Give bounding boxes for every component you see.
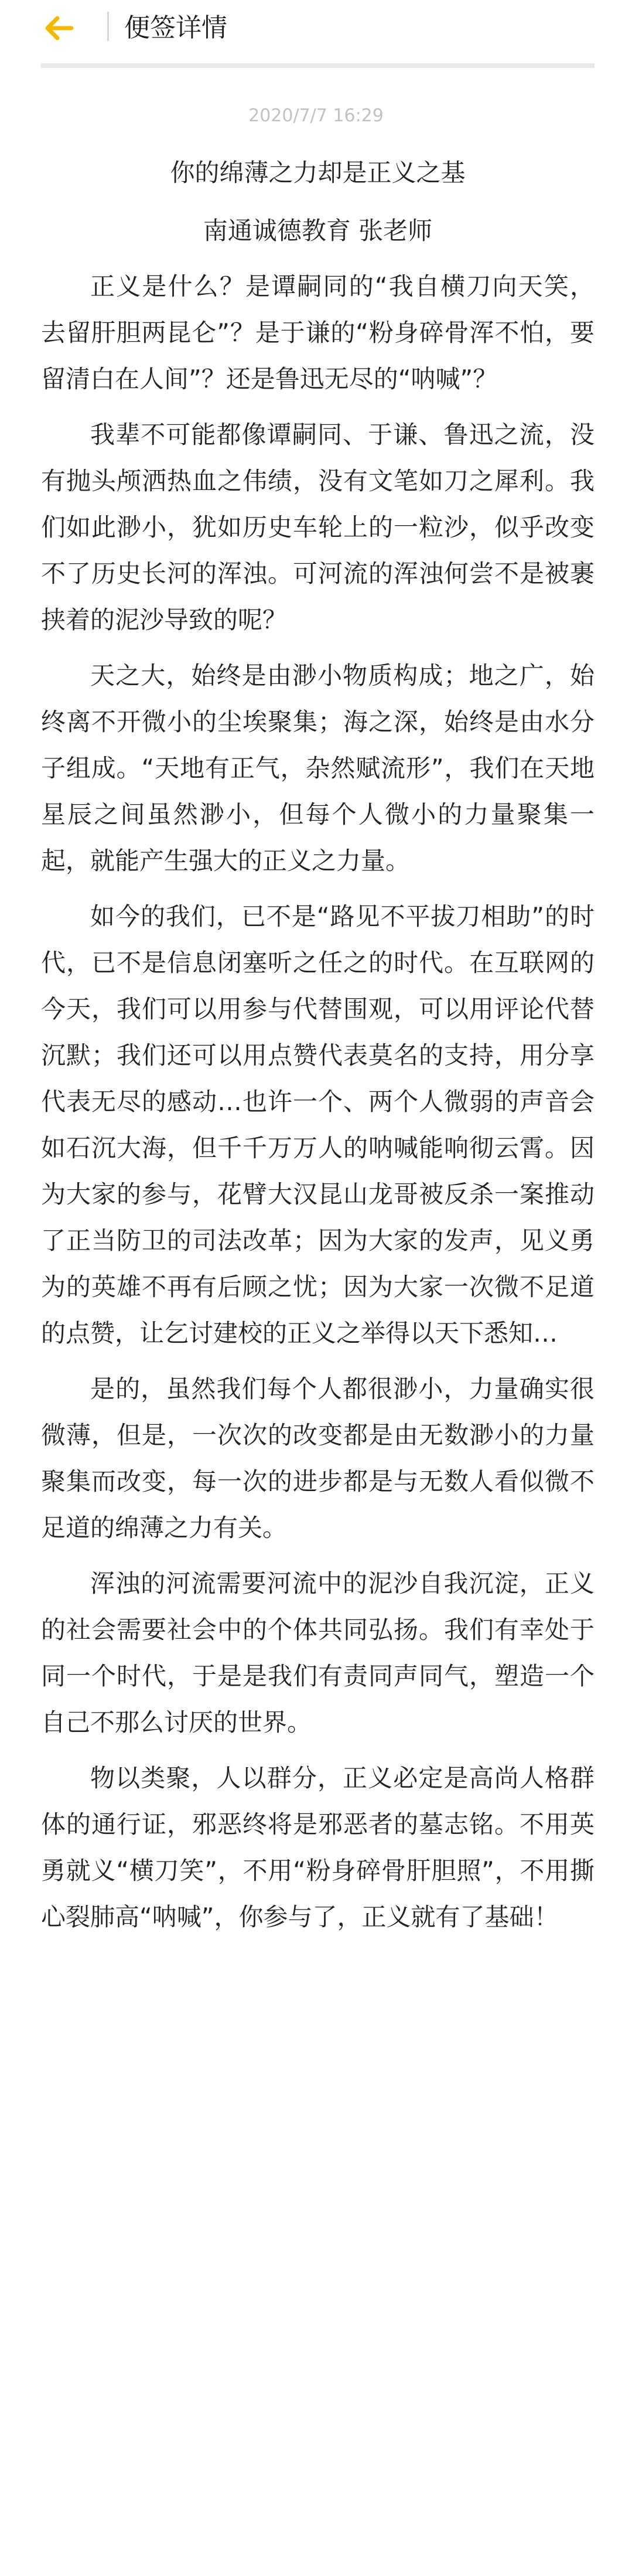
note-paragraph: 天之大，始终是由渺小物质构成；地之广，始终离不开微小的尘埃聚集；海之深，始终是由水分子组成。“天地有正气，杂然赋流形”，我们在天地星辰之间虽然渺小，但每个人微小的力量聚集一起，就能产生强大的正义之力量。 xyxy=(41,661,595,875)
note-paragraph: 我辈不可能都像谭嗣同、于谦、鲁迅之流，没有抛头颅洒热血之伟绩，没有文笔如刀之犀利。我们如此渺小，犹如历史车轮上的一粒沙，似乎改变不了历史长河的浑浊。可河流的浑浊何尝不是被裹挟着的泥沙导致的呢？ xyxy=(41,420,595,634)
header-divider xyxy=(107,12,109,41)
app-header xyxy=(0,0,632,59)
note-timestamp: 2020/7/7 16:29 xyxy=(248,106,384,126)
note-title: 你的绵薄之力却是正义之基 xyxy=(170,158,466,187)
header-underline xyxy=(41,63,595,68)
note-paragraph: 物以类聚，人以群分，正义必定是高尚人格群体的通行证，邪恶终将是邪恶者的墓志铭。不用英勇就义“横刀笑”，不用“粉身碎骨肝胆照”，不用撕心裂肺高“呐喊”，你参与了，正义就有了基础！ xyxy=(41,1764,595,1931)
note-paragraph: 浑浊的河流需要河流中的泥沙自我沉淀，正义的社会需要社会中的个体共同弘扬。我们有幸处于同一个时代，于是是我们有责同声同气，塑造一个自己不那么讨厌的世界。 xyxy=(41,1569,595,1737)
note-paragraph: 是的，虽然我们每个人都很渺小，力量确实很微薄，但是，一次次的改变都是由无数渺小的力量聚集而改变，每一次的进步都是与无数人看似微不足道的绵薄之力有关。 xyxy=(41,1374,595,1542)
note-author: 南通诚德教育 张老师 xyxy=(203,216,433,245)
arrow-left-icon xyxy=(43,15,74,41)
note-body xyxy=(41,149,595,1940)
note-paragraph: 如今的我们，已不是“路见不平拔刀相助”的时代，已不是信息闭塞听之任之的时代。在互联网的今天，我们可以用参与代替围观，可以用评论代替沉默；我们还可以用点赞代表莫名的支持，用分享代表无尽的感动…也许一个、两个人微弱的声音会如石沉大海，但千千万万人的呐喊能响彻云霄。因为大家的参与，花臂大汉昆山龙哥被反杀一案推动了正当防卫的司法改革；因为大家的发声，见义勇为的英雄不再有后顾之忧；因为大家一次微不足道的点赞，让乞讨建校的正义之举得以天下悉知… xyxy=(41,902,595,1347)
page-title: 便签详情 xyxy=(124,13,227,43)
back-button[interactable] xyxy=(41,11,76,46)
note-paragraph: 正义是什么？是谭嗣同的“我自横刀向天笑，去留肝胆两昆仑”？是于谦的“粉身碎骨浑不怕，要留清白在人间”？还是鲁迅无尽的“呐喊”？ xyxy=(41,272,595,393)
